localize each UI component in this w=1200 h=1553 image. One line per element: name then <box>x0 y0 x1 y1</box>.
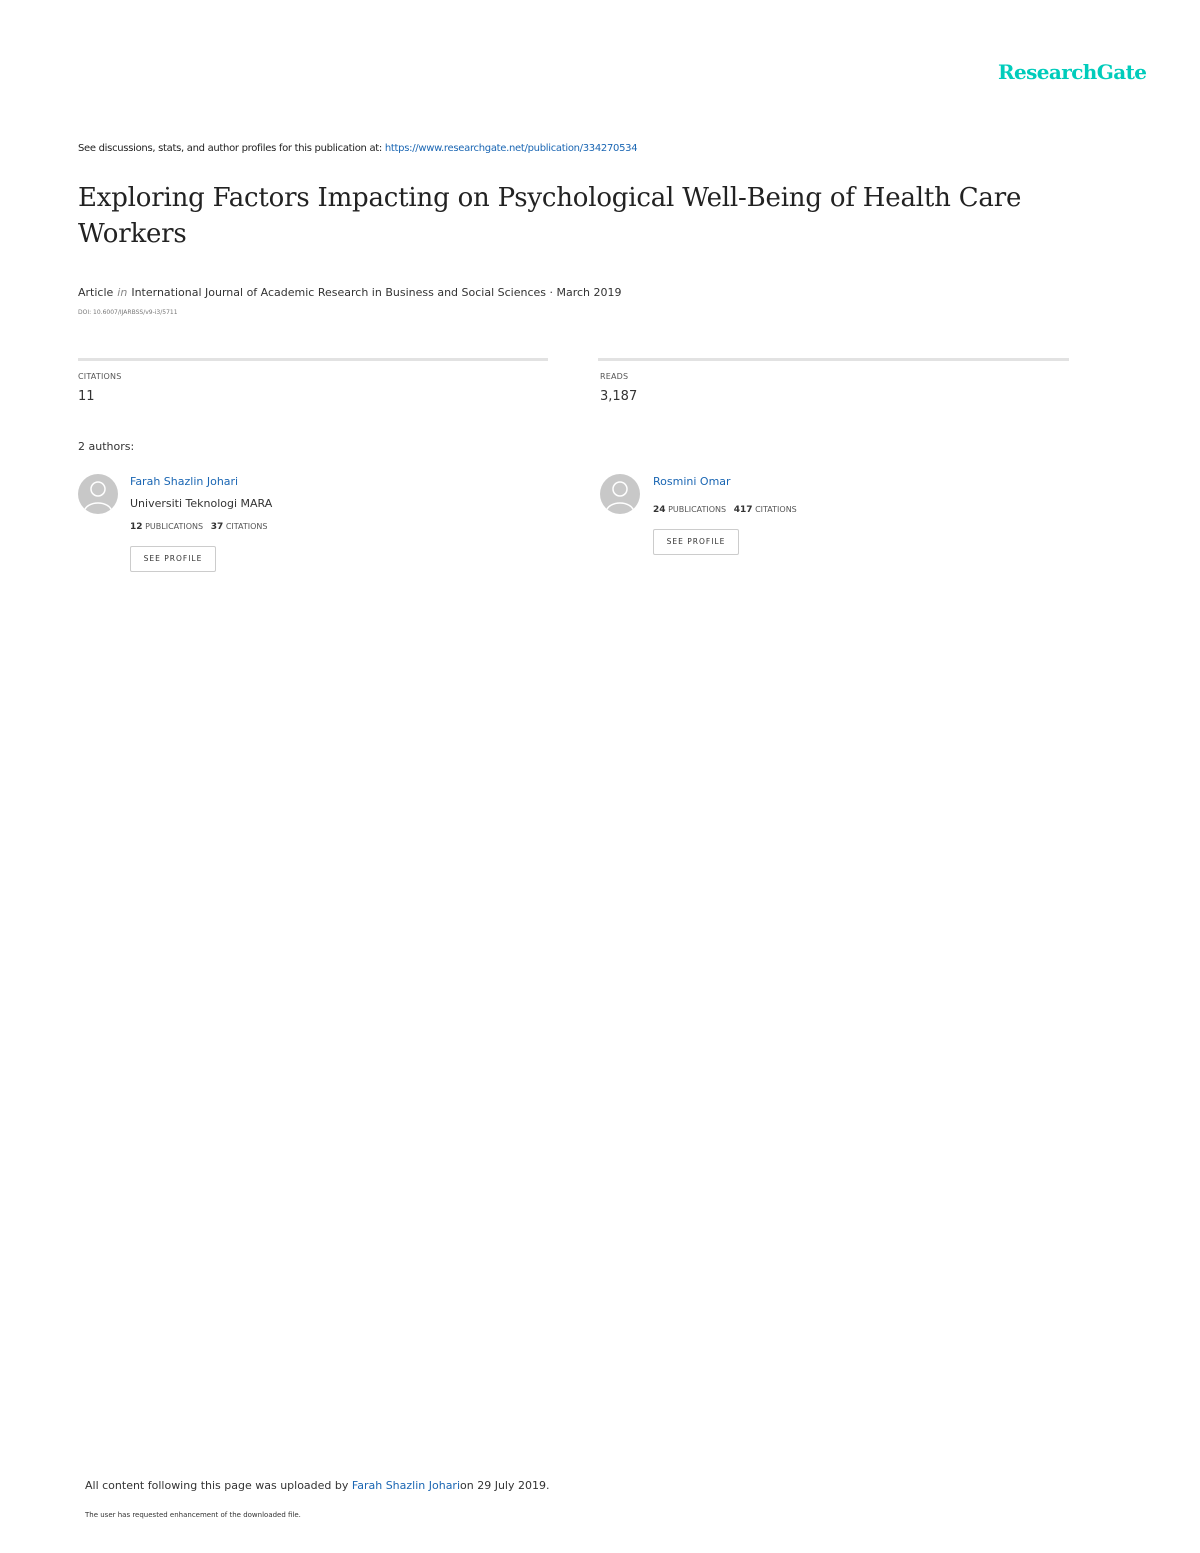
reads-value: 3,187 <box>600 389 638 404</box>
author-avatar-icon[interactable] <box>78 474 118 514</box>
in-label: in <box>117 286 128 299</box>
author-citations-label: CITATIONS <box>225 522 268 531</box>
author-publications-label: PUBLICATIONS <box>145 522 204 531</box>
uploaded-suffix: on 29 July 2019. <box>460 1479 550 1492</box>
uploaded-by-line <box>85 1479 549 1492</box>
download-note: The user has requested enhancement of the downloaded file. <box>85 1511 301 1519</box>
see-profile-button[interactable]: SEE PROFILE <box>130 546 216 572</box>
publication-title: Exploring Factors Impacting on Psychological Well-Being of Health Care Workers <box>78 183 1022 249</box>
author-citations-count: 417 <box>733 505 753 515</box>
author-publications-count: 12 <box>130 522 143 532</box>
publication-url-link[interactable]: https://www.researchgate.net/publication/334270534 <box>384 143 638 154</box>
article-type: Article <box>78 286 114 299</box>
author-avatar-icon[interactable] <box>600 474 640 514</box>
reads-divider <box>598 358 1069 361</box>
doi-line: DOI: 10.6007/IJARBSS/v9-i3/5711 <box>78 309 178 316</box>
author-citations-count: 37 <box>210 522 224 532</box>
citations-value: 11 <box>78 389 95 404</box>
publication-meta <box>78 286 622 299</box>
author-name-link[interactable]: Rosmini Omar <box>653 475 731 488</box>
see-discussions-line <box>78 143 637 154</box>
researchgate-logo[interactable]: ResearchGate <box>998 60 1147 84</box>
author-institution: Universiti Teknologi MARA <box>130 497 273 510</box>
reads-label: READS <box>600 372 629 381</box>
author-citations-label: CITATIONS <box>755 505 797 514</box>
authors-count: 2 authors: <box>78 440 135 453</box>
author-stats <box>653 505 797 515</box>
uploader-link[interactable]: Farah Shazlin Johari <box>351 1479 461 1492</box>
author-publications-label: PUBLICATIONS <box>668 505 727 514</box>
citations-divider <box>78 358 548 361</box>
see-discussions-text: See discussions, stats, and author profiles for this publication at: <box>78 143 382 154</box>
citations-label: CITATIONS <box>78 372 122 381</box>
journal-venue-date: International Journal of Academic Research in Business and Social Sciences · March 2019 <box>131 286 622 299</box>
author-publications-count: 24 <box>653 505 666 515</box>
author-stats <box>130 522 268 532</box>
author-name-link[interactable]: Farah Shazlin Johari <box>130 475 239 488</box>
see-profile-button[interactable]: SEE PROFILE <box>653 529 739 555</box>
uploaded-prefix: All content following this page was uploaded by <box>85 1479 349 1492</box>
